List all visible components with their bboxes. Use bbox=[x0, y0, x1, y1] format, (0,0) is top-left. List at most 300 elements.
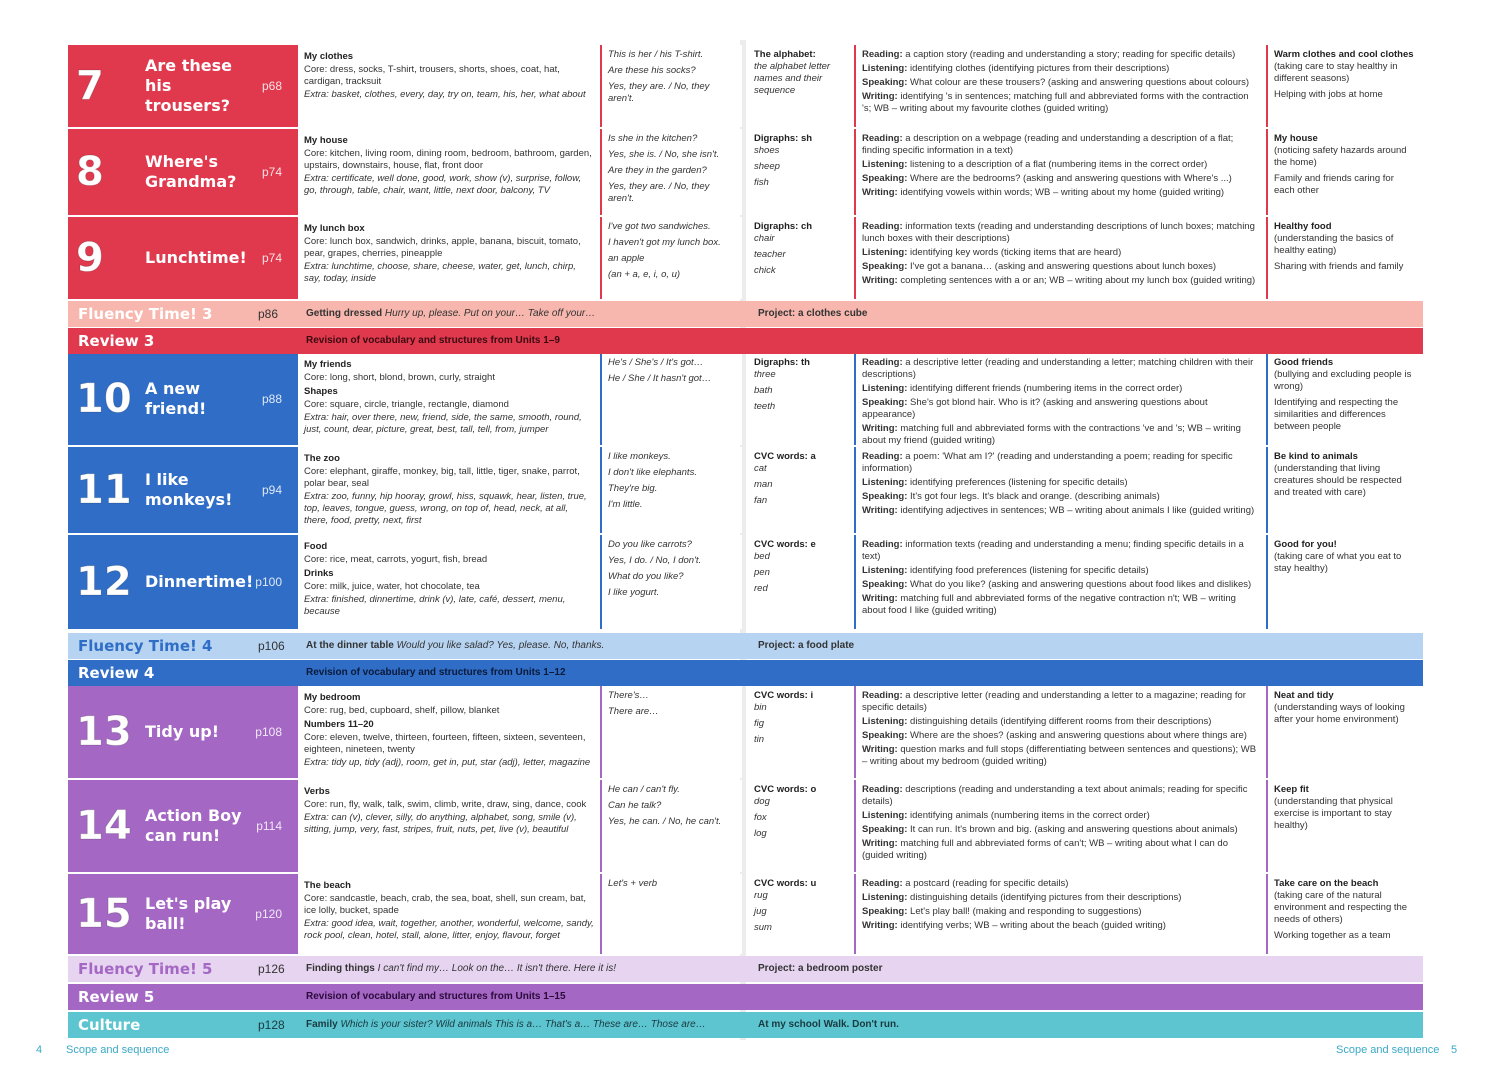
fluency-band bbox=[68, 301, 1423, 327]
structure-line: Let's + verb bbox=[608, 878, 658, 889]
phonics-cell bbox=[748, 217, 854, 299]
left-panel bbox=[68, 686, 742, 778]
skill-label: Listening: bbox=[862, 383, 908, 394]
skill-text: completing sentences with a or an; WB – writing about my lunch box (guided writing) bbox=[900, 275, 1256, 286]
skill-label: Writing: bbox=[862, 275, 898, 286]
phonics-item: fig bbox=[754, 718, 765, 729]
skill-text: What colour are these trousers? (asking and answering questions about colours) bbox=[910, 77, 1250, 88]
skill-line bbox=[862, 247, 1260, 259]
values-line: Identifying and respecting the similarities and differences between people bbox=[1274, 397, 1399, 432]
skill-line bbox=[862, 423, 1260, 445]
unit-number: 15 bbox=[76, 891, 132, 937]
unit-title: Let's play ball! bbox=[145, 894, 232, 933]
values-line: (taking care to stay healthy in different seasons) bbox=[1274, 61, 1398, 84]
values-cell bbox=[1268, 353, 1423, 445]
values-heading: Warm clothes and cool clothes bbox=[1274, 49, 1414, 60]
right-panel bbox=[748, 447, 1423, 533]
skill-text: Let's play ball! (making and responding to suggestions) bbox=[910, 906, 1142, 917]
vocabulary-cell bbox=[298, 447, 600, 533]
values-line: (bullying and excluding people is wrong) bbox=[1274, 369, 1412, 392]
skill-line bbox=[862, 593, 1260, 617]
phonics-item: bath bbox=[754, 385, 773, 396]
vocab-heading: The zoo bbox=[304, 453, 340, 464]
values-heading: Keep fit bbox=[1274, 784, 1309, 795]
skill-line bbox=[862, 878, 1260, 890]
skill-text: identifying preferences (listening for specific details) bbox=[910, 477, 1128, 488]
phonics-item: jug bbox=[754, 906, 767, 917]
values-cell bbox=[1268, 874, 1423, 954]
fluency-bold-text: Finding things bbox=[306, 963, 375, 974]
phonics-item: man bbox=[754, 479, 773, 490]
phonics-cell bbox=[748, 447, 854, 533]
phonics-heading: CVC words: i bbox=[754, 690, 814, 701]
unit-card bbox=[68, 447, 296, 533]
fluency-phrases: Hurry up, please. Put on your… Take off your… bbox=[384, 308, 596, 319]
skills-cell bbox=[856, 129, 1266, 215]
structures-cell bbox=[602, 129, 742, 215]
skill-text: identifying food preferences (listening for specific details) bbox=[910, 565, 1149, 576]
review-label: Review 3 bbox=[78, 332, 155, 350]
unit-card bbox=[68, 780, 296, 872]
skill-line bbox=[862, 91, 1260, 115]
unit-card bbox=[68, 874, 296, 954]
skill-line bbox=[862, 579, 1260, 591]
unit-row bbox=[68, 780, 1423, 872]
left-panel bbox=[68, 217, 742, 299]
skills-cell bbox=[856, 353, 1266, 445]
skill-line bbox=[862, 477, 1260, 489]
unit-number: 11 bbox=[76, 467, 132, 513]
skills-cell bbox=[856, 780, 1266, 872]
culture-project: At my school Walk. Don't run. bbox=[758, 1019, 899, 1030]
structure-line: Yes, she is. / No, she isn't. bbox=[608, 149, 720, 160]
unit-row bbox=[68, 874, 1423, 954]
skill-label: Speaking: bbox=[862, 173, 908, 184]
structure-line: What do you like? bbox=[608, 571, 684, 582]
vocab-extra: Extra: good idea, wait, together, another, wonderful, welcome, sandy, rock pool, clean, hotel, stall, alone, litter, enjoy, flavour, forget bbox=[304, 918, 594, 941]
skill-label: Listening: bbox=[862, 247, 908, 258]
fluency-band bbox=[68, 956, 1423, 982]
structure-line: I like yogurt. bbox=[608, 587, 660, 598]
values-line: (taking care of the natural environment and respecting the needs of others) bbox=[1274, 890, 1408, 925]
fluency-page: p86 bbox=[258, 307, 279, 321]
phonics-item: shoes bbox=[754, 145, 780, 156]
skill-line bbox=[862, 451, 1260, 475]
skill-label: Writing: bbox=[862, 91, 898, 102]
left-panel bbox=[68, 45, 742, 127]
unit-number: 13 bbox=[76, 709, 132, 755]
phonics-heading: The alphabet: bbox=[754, 49, 816, 60]
values-line: Helping with jobs at home bbox=[1274, 89, 1383, 100]
skill-text: a descriptive letter (reading and understanding a letter; matching children with their descriptions) bbox=[862, 357, 1254, 380]
unit-number: 9 bbox=[76, 235, 104, 281]
fluency-project: Project: a food plate bbox=[758, 640, 855, 651]
review-label: Review 5 bbox=[78, 988, 155, 1006]
vocab-core: Core: kitchen, living room, dining room, bedroom, bathroom, garden, upstairs, downstairs, house, flat, front door bbox=[304, 148, 592, 171]
skill-label: Reading: bbox=[862, 878, 903, 889]
unit-row bbox=[68, 353, 1423, 445]
skill-line bbox=[862, 173, 1260, 185]
unit-title: A new friend! bbox=[145, 379, 207, 418]
structure-line: Are these his socks? bbox=[608, 65, 696, 76]
skill-label: Writing: bbox=[862, 187, 898, 198]
left-panel bbox=[68, 353, 742, 445]
skill-text: matching full and abbreviated forms with the contractions 've and 's; WB – writing about my friend (guided writing) bbox=[862, 423, 1241, 445]
left-panel bbox=[68, 780, 742, 872]
values-heading: Be kind to animals bbox=[1274, 451, 1358, 462]
vocab-heading: Verbs bbox=[304, 786, 330, 797]
culture-bold-text: Family bbox=[306, 1019, 338, 1030]
skill-line bbox=[862, 491, 1260, 503]
values-line: (understanding ways of looking after your home environment) bbox=[1274, 702, 1405, 725]
fluency-phrases: I can't find my… Look on the… It isn't there. Here it is! bbox=[377, 963, 617, 974]
skill-line bbox=[862, 838, 1260, 862]
page-number-left: 4 bbox=[36, 1044, 43, 1056]
vocab-core: Core: rug, bed, cupboard, shelf, pillow, blanket bbox=[304, 705, 500, 716]
skill-text: identifying animals (numbering items in the correct order) bbox=[910, 810, 1150, 821]
vocab-extra: Extra: lunchtime, choose, share, cheese, water, get, lunch, chirp, say, today, inside bbox=[304, 261, 576, 284]
right-panel bbox=[748, 45, 1423, 127]
skill-text: It's got four legs. It's black and orange. (describing animals) bbox=[910, 491, 1160, 502]
vocab-core: Core: lunch box, sandwich, drinks, apple, banana, biscuit, tomato, pear, grapes, cherries, pineapple bbox=[304, 236, 581, 259]
vocab-heading: Food bbox=[304, 541, 328, 552]
skill-line bbox=[862, 397, 1260, 421]
unit-title: Are these his trousers? bbox=[145, 56, 232, 115]
skill-label: Listening: bbox=[862, 477, 908, 488]
culture-label: Culture bbox=[78, 1016, 141, 1034]
skill-line bbox=[862, 784, 1260, 808]
skill-label: Speaking: bbox=[862, 730, 908, 741]
structures-cell bbox=[602, 874, 742, 954]
values-heading: Healthy food bbox=[1274, 221, 1332, 232]
page-number-right: 5 bbox=[1451, 1044, 1458, 1056]
skill-text: identifying clothes (identifying pictures from their descriptions) bbox=[910, 63, 1170, 74]
phonics-item: log bbox=[754, 828, 767, 839]
review-band bbox=[68, 328, 1423, 354]
skill-line bbox=[862, 906, 1260, 918]
skill-text: identifying different friends (numbering items in the correct order) bbox=[910, 383, 1183, 394]
phonics-item: the alphabet letter names and their sequence bbox=[754, 61, 831, 96]
skill-text: matching full and abbreviated forms of the negative contraction n't; WB – writing about food I like (guided writing) bbox=[862, 593, 1236, 616]
skills-cell bbox=[856, 686, 1266, 778]
structure-line: They're big. bbox=[608, 483, 658, 494]
skill-label: Writing: bbox=[862, 505, 898, 516]
skill-line bbox=[862, 810, 1260, 822]
culture-band bbox=[68, 1012, 1423, 1038]
values-cell bbox=[1268, 686, 1423, 778]
vocab-heading: My lunch box bbox=[304, 223, 365, 234]
skill-text: I've got a banana… (asking and answering questions about lunch boxes) bbox=[910, 261, 1217, 272]
phonics-heading: Digraphs: ch bbox=[754, 221, 813, 232]
structure-line: Are they in the garden? bbox=[608, 165, 707, 176]
unit-row bbox=[68, 217, 1423, 299]
structure-line: Is she in the kitchen? bbox=[608, 133, 698, 144]
review-band bbox=[68, 660, 1423, 686]
phonics-heading: CVC words: o bbox=[754, 784, 817, 795]
skill-text: distinguishing details (identifying pictures from their descriptions) bbox=[910, 892, 1182, 903]
vocabulary-cell bbox=[298, 780, 600, 872]
skill-text: question marks and full stops (differentiating between sentences and questions); WB – writing about my bedroom (guided writing) bbox=[862, 744, 1257, 767]
structure-line: I've got two sandwiches. bbox=[608, 221, 711, 232]
vocab-heading: My bedroom bbox=[304, 692, 361, 703]
skill-text: Where are the shoes? (asking and answering questions about where things are) bbox=[910, 730, 1247, 741]
skill-line bbox=[862, 920, 1260, 932]
skill-text: What do you like? (asking and answering questions about food likes and dislikes) bbox=[910, 579, 1252, 590]
vocab-extra: Extra: finished, dinnertime, drink (v), late, café, dessert, menu, because bbox=[304, 594, 566, 617]
structure-line: Yes, he can. / No, he can't. bbox=[608, 816, 722, 827]
values-line: Working together as a team bbox=[1274, 930, 1391, 941]
phonics-item: chick bbox=[754, 265, 776, 276]
skill-line bbox=[862, 49, 1260, 61]
fluency-bold-text: Getting dressed bbox=[306, 308, 383, 319]
phonics-cell bbox=[748, 874, 854, 954]
vocabulary-cell bbox=[298, 874, 600, 954]
unit-row bbox=[68, 535, 1423, 629]
skill-line bbox=[862, 63, 1260, 75]
vocabulary-cell bbox=[298, 45, 600, 127]
phonics-heading: Digraphs: sh bbox=[754, 133, 813, 144]
skill-label: Speaking: bbox=[862, 77, 908, 88]
phonics-heading: CVC words: u bbox=[754, 878, 817, 889]
structure-line: Yes, they are. / No, they aren't. bbox=[608, 81, 710, 104]
structures-cell bbox=[602, 447, 742, 533]
structure-line: I'm little. bbox=[608, 499, 643, 510]
left-panel bbox=[68, 535, 742, 629]
skill-label: Reading: bbox=[862, 133, 903, 144]
phonics-item: cat bbox=[754, 463, 767, 474]
skill-label: Writing: bbox=[862, 423, 898, 434]
unit-number: 10 bbox=[76, 376, 132, 422]
structure-line: This is her / his T-shirt. bbox=[608, 49, 704, 60]
left-panel bbox=[68, 129, 742, 215]
phonics-cell bbox=[748, 686, 854, 778]
structure-line: I haven't got my lunch box. bbox=[608, 237, 721, 248]
review-text bbox=[306, 335, 560, 346]
values-line: Family and friends caring for each other bbox=[1274, 173, 1394, 196]
unit-page: p74 bbox=[261, 165, 282, 179]
structure-line: an apple bbox=[608, 253, 645, 264]
values-heading: Neat and tidy bbox=[1274, 690, 1334, 701]
skill-line bbox=[862, 159, 1260, 171]
unit-card bbox=[68, 535, 296, 629]
fluency-page: p106 bbox=[258, 639, 285, 653]
structures-cell bbox=[602, 780, 742, 872]
unit-row bbox=[68, 129, 1423, 215]
phonics-item: dog bbox=[754, 796, 770, 807]
phonics-cell bbox=[748, 45, 854, 127]
unit-title: Lunchtime! bbox=[145, 248, 247, 267]
phonics-item: fan bbox=[754, 495, 768, 506]
vocab-core: Core: elephant, giraffe, monkey, big, tall, little, tiger, snake, parrot, polar bear, seal bbox=[304, 466, 580, 489]
structures-cell bbox=[602, 45, 742, 127]
phonics-item: bed bbox=[754, 551, 770, 562]
values-heading: My house bbox=[1274, 133, 1318, 144]
skill-label: Speaking: bbox=[862, 261, 908, 272]
values-line: (understanding the basics of healthy eating) bbox=[1274, 233, 1394, 256]
structure-line: There's… bbox=[608, 690, 649, 701]
vocabulary-cell bbox=[298, 686, 600, 778]
vocabulary-cell bbox=[298, 129, 600, 215]
skill-text: identifying vowels within words; WB – writing about my home (guided writing) bbox=[900, 187, 1225, 198]
vocab-core: Core: long, short, blond, brown, curly, straight bbox=[304, 372, 495, 383]
skill-label: Speaking: bbox=[862, 824, 908, 835]
skill-label: Listening: bbox=[862, 892, 908, 903]
values-heading: Good friends bbox=[1274, 357, 1334, 368]
skill-text: identifying 's in sentences; matching full and abbreviated forms with the contraction 's; WB – writing about my favourite clothes (guided writing) bbox=[862, 91, 1249, 114]
phonics-item: red bbox=[754, 583, 768, 594]
right-panel bbox=[748, 535, 1423, 629]
skill-line bbox=[862, 261, 1260, 273]
unit-number: 12 bbox=[76, 559, 132, 605]
skill-text: a poem: 'What am I?' (reading and understanding a poem; reading for specific information) bbox=[862, 451, 1233, 474]
review-bold-text: Revision of vocabulary and structures from Units 1–12 bbox=[306, 667, 566, 678]
skill-text: a caption story (reading and understanding a story; reading for specific details) bbox=[905, 49, 1236, 60]
right-panel bbox=[748, 780, 1423, 872]
skill-text: matching full and abbreviated forms of can't; WB – writing about what I can do (guided writing) bbox=[862, 838, 1228, 861]
values-cell bbox=[1268, 217, 1423, 299]
skills-cell bbox=[856, 45, 1266, 127]
phonics-item: pen bbox=[754, 567, 770, 578]
skill-text: It can run. It's brown and big. (asking and answering questions about animals) bbox=[910, 824, 1238, 835]
skill-text: Where are the bedrooms? (asking and answering questions with Where's ...) bbox=[910, 173, 1232, 184]
skill-label: Speaking: bbox=[862, 491, 908, 502]
vocabulary-cell bbox=[298, 217, 600, 299]
fluency-bold-text: At the dinner table bbox=[306, 640, 394, 651]
vocabulary-cell bbox=[298, 535, 600, 629]
skill-label: Listening: bbox=[862, 63, 908, 74]
skill-line bbox=[862, 357, 1260, 381]
unit-row bbox=[68, 447, 1423, 533]
unit-title: Where's Grandma? bbox=[145, 152, 237, 191]
skill-label: Listening: bbox=[862, 810, 908, 821]
skill-label: Listening: bbox=[862, 159, 908, 170]
phonics-item: sum bbox=[754, 922, 772, 933]
values-cell bbox=[1268, 535, 1423, 629]
culture-text bbox=[306, 1019, 706, 1030]
phonics-item: teeth bbox=[754, 401, 776, 412]
review-text bbox=[306, 991, 566, 1002]
skill-label: Reading: bbox=[862, 357, 903, 368]
vocab-heading: Numbers 11–20 bbox=[304, 719, 374, 730]
skill-text: identifying adjectives in sentences; WB – writing about animals I like (guided writing) bbox=[900, 505, 1255, 516]
skill-line bbox=[862, 716, 1260, 728]
fluency-label: Fluency Time! 3 bbox=[78, 305, 213, 323]
skill-text: information texts (reading and understanding descriptions of lunch boxes; matching lunch boxes with their descriptions) bbox=[862, 221, 1255, 244]
skill-label: Writing: bbox=[862, 744, 898, 755]
skill-line bbox=[862, 187, 1260, 199]
unit-page: p120 bbox=[255, 907, 282, 921]
fluency-text bbox=[306, 308, 595, 319]
vocab-extra: Extra: basket, clothes, every, day, try on, team, his, her, what about bbox=[304, 89, 586, 100]
vocab-heading: The beach bbox=[304, 880, 351, 891]
skill-label: Writing: bbox=[862, 920, 898, 931]
skill-line bbox=[862, 505, 1260, 517]
vocab-extra: Extra: certificate, well done, good, work, show (v), surprise, follow, go, through, table, chair, want, little, next door, balcony, TV bbox=[304, 173, 582, 196]
skill-label: Speaking: bbox=[862, 906, 908, 917]
phonics-item: rug bbox=[754, 890, 768, 901]
vocab-extra: Extra: can (v), clever, silly, do anything, alphabet, song, smile (v), sitting, jump, very, fast, stripes, fruit, nuts, pet, live (v), beautiful bbox=[304, 812, 577, 835]
structures-cell bbox=[602, 535, 742, 629]
skill-text: listening to a description of a flat (numbering items in the correct order) bbox=[910, 159, 1208, 170]
phonics-item: bin bbox=[754, 702, 767, 713]
structure-line: He / She / It hasn't got… bbox=[608, 373, 712, 384]
skill-text: identifying verbs; WB – writing about the beach (guided writing) bbox=[900, 920, 1166, 931]
vocab-extra: Extra: hair, over there, new, friend, side, the same, smooth, round, just, count, dear, picture, great, best, tall, tell, from, jumper bbox=[304, 412, 582, 435]
phonics-heading: CVC words: e bbox=[754, 539, 816, 550]
unit-page: p74 bbox=[261, 251, 282, 265]
vocab-core: Core: square, circle, triangle, rectangle, diamond bbox=[304, 399, 509, 410]
phonics-item: three bbox=[754, 369, 776, 380]
unit-page: p100 bbox=[255, 575, 282, 589]
phonics-cell bbox=[748, 129, 854, 215]
unit-card bbox=[68, 353, 296, 445]
unit-page: p108 bbox=[255, 725, 282, 739]
fluency-band bbox=[68, 633, 1423, 659]
skill-line bbox=[862, 221, 1260, 245]
skill-text: a description on a webpage (reading and understanding a description of a flat; finding specific information in a text) bbox=[862, 133, 1234, 156]
values-line: (understanding that living creatures should be respected and treated with care) bbox=[1274, 463, 1402, 498]
phonics-item: chair bbox=[754, 233, 775, 244]
values-heading: Take care on the beach bbox=[1274, 878, 1379, 889]
unit-page: p88 bbox=[261, 392, 282, 406]
phonics-cell bbox=[748, 780, 854, 872]
values-cell bbox=[1268, 129, 1423, 215]
structures-cell bbox=[602, 686, 742, 778]
skill-label: Writing: bbox=[862, 593, 898, 604]
skill-label: Reading: bbox=[862, 539, 903, 550]
unit-row bbox=[68, 686, 1423, 778]
values-heading: Good for you! bbox=[1274, 539, 1337, 550]
vocab-extra: Extra: tidy up, tidy (adj), room, get in, put, star (adj), letter, magazine bbox=[304, 757, 591, 768]
unit-number: 7 bbox=[76, 63, 104, 109]
values-cell bbox=[1268, 45, 1423, 127]
unit-title: I like monkeys! bbox=[145, 470, 233, 509]
phonics-cell bbox=[748, 353, 854, 445]
unit-card bbox=[68, 45, 296, 127]
right-panel bbox=[748, 129, 1423, 215]
skill-label: Reading: bbox=[862, 690, 903, 701]
culture-page: p128 bbox=[258, 1018, 285, 1032]
skill-line bbox=[862, 565, 1260, 577]
skill-line bbox=[862, 824, 1260, 836]
skill-label: Listening: bbox=[862, 565, 908, 576]
vocab-heading: Drinks bbox=[304, 568, 334, 579]
structure-line: Yes, I do. / No, I don't. bbox=[608, 555, 702, 566]
phonics-item: fish bbox=[754, 177, 769, 188]
skill-line bbox=[862, 275, 1260, 287]
right-panel bbox=[748, 874, 1423, 954]
skill-text: a postcard (reading for specific details) bbox=[905, 878, 1069, 889]
values-cell bbox=[1268, 447, 1423, 533]
skill-line bbox=[862, 383, 1260, 395]
vocab-core: Core: run, fly, walk, talk, swim, climb, write, draw, sing, dance, cook bbox=[304, 799, 587, 810]
vocabulary-cell bbox=[298, 353, 600, 445]
skill-line bbox=[862, 133, 1260, 157]
structure-line: Do you like carrots? bbox=[608, 539, 692, 550]
skill-label: Reading: bbox=[862, 49, 903, 60]
review-bold-text: Revision of vocabulary and structures from Units 1–9 bbox=[306, 335, 560, 346]
vocab-core: Core: dress, socks, T-shirt, trousers, shorts, shoes, coat, hat, cardigan, tracksuit bbox=[304, 64, 560, 87]
skill-text: information texts (reading and understanding a menu; finding specific details in a text) bbox=[862, 539, 1244, 562]
structure-line: He can / can't fly. bbox=[608, 784, 680, 795]
phonics-item: fox bbox=[754, 812, 767, 823]
structure-line: Can he talk? bbox=[608, 800, 662, 811]
skill-text: descriptions (reading and understanding a text about animals; reading for specific details) bbox=[862, 784, 1248, 807]
vocab-heading: My house bbox=[304, 135, 348, 146]
unit-page: p94 bbox=[261, 483, 282, 497]
fluency-label: Fluency Time! 5 bbox=[78, 960, 213, 978]
structure-line: (an + a, e, i, o, u) bbox=[608, 269, 681, 280]
